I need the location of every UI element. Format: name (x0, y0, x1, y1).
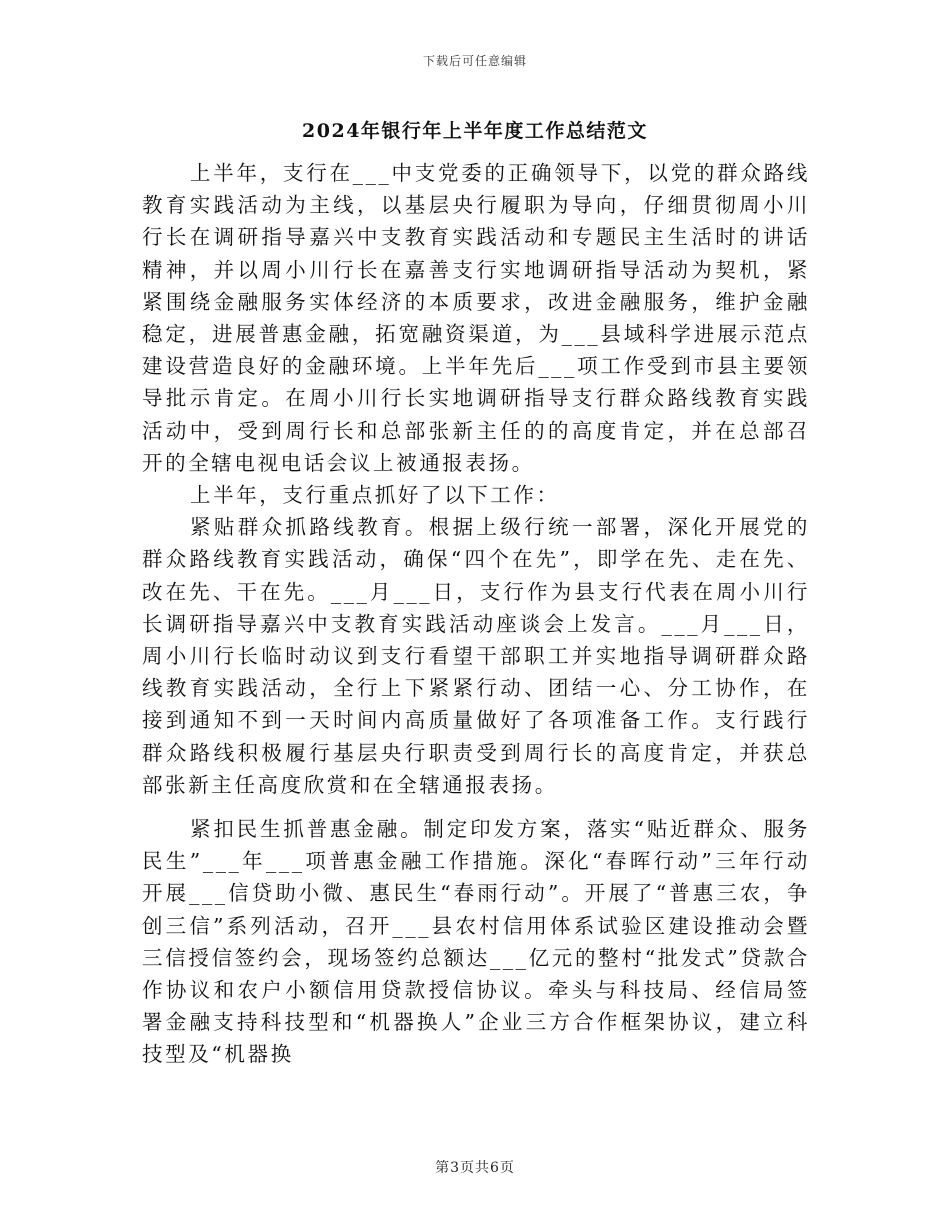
document-body (142, 157, 810, 1071)
paragraph-inclusive-finance: 紧扣民生抓普惠金融。制定印发方案，落实“贴近群众、服务民生”___年___项普惠金融工作措施。深化“春晖行动”三年行动开展___信贷助小微、惠民生“春雨行动”。开展了“普惠三农，争创三信”系列活动，召开___县农村信用体系试验区建设推动会暨三信授信签约会，现场签约总额达___亿元的整村“批发式”贷款合作协议和农户小额信用贷款授信协议。牵头与科技局、经信局签署金融支持科技型和“机器换人”企业三方合作框架协议，建立科技型及“机器换 (142, 817, 810, 1067)
paragraph-intro: 上半年，支行在___中支党委的正确领导下，以党的群众路线教育实践活动为主线，以基层央行履职为导向，仔细贯彻周小川行长在调研指导嘉兴中支教育实践活动和专题民主生活时的讲话精神，并以周小川行长在嘉善支行实地调研指导活动为契机，紧紧围绕金融服务实体经济的本质要求，改进金融服务，维护金融稳定，进展普惠金融，拓宽融资渠道，为___县域科学进展示范点建设营造良好的金融环境。上半年先后___项工作受到市县主要领导批示肯定。在周小川行长实地调研指导支行群众路线教育实践活动中，受到周行长和总部张新主任的的高度肯定，并在总部召开的全辖电视电话会议上被通报表扬。 (142, 161, 810, 475)
paragraph-route-education: 紧贴群众抓路线教育。根据上级行统一部署，深化开展党的群众路线教育实践活动，确保“四个在先”，即学在先、走在先、改在先、干在先。___月___日，支行作为县支行代表在周小川行长调研指导嘉兴中支教育实践活动座谈会上发言。___月___日，周小川行长临时动议到支行看望干部职工并实地指导调研群众路线教育实践活动，全行上下紧紧行动、团结一心、分工协作，在接到通知不到一天时间内高质量做好了各项准备工作。支行践行群众路线积极履行基层央行职责受到周行长的高度肯定，并获总部张新主任高度欣赏和在全辖通报表扬。 (142, 515, 810, 797)
page-number-footer: 第3页共6页 (435, 1160, 515, 1176)
page-header-note: 下载后可任意编辑 (422, 54, 527, 68)
document-title: 2024年银行年上半年度工作总结范文 (302, 120, 648, 142)
paragraph-summary-lead: 上半年，支行重点抓好了以下工作： (190, 483, 560, 508)
